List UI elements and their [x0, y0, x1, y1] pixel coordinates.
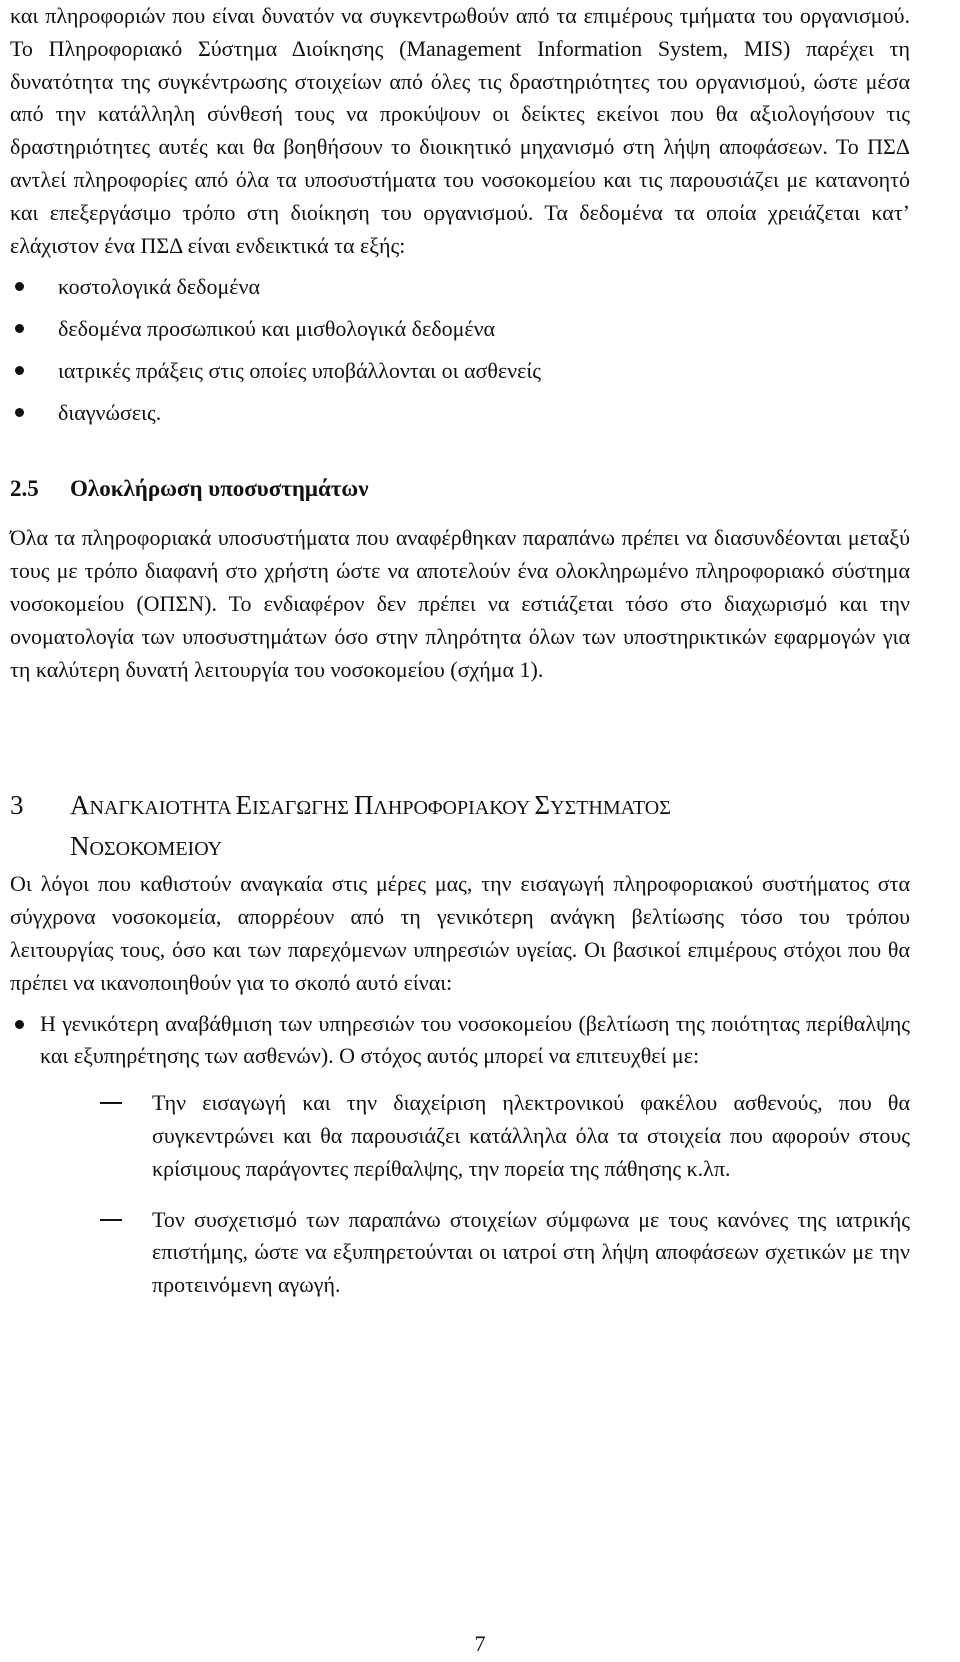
- list-item: [10, 1008, 910, 1302]
- chapter-title-line-2: ΝΟΣΟΚΟΜΕΙΟΥ: [70, 831, 223, 862]
- goal-text: Η γενικότερη αναβάθμιση των υπηρεσιών του νοσοκομείου (βελτίωση της ποιότητας περίθαλψης και εξυπηρέτησης των ασθενών). Ο στόχος αυτός μπορεί να επιτευχθεί με:: [40, 1010, 910, 1069]
- chapter-heading-3: [10, 786, 910, 868]
- data-bullet-list: [10, 266, 910, 434]
- list-item: Τον συσχετισμό των παραπάνω στοιχείων σύμφωνα με τους κανόνες της ιατρικής επιστήμης, ώστε να εξυπηρετούνται οι ιατροί στη λήψη αποφάσεων σχετικών με την προτεινόμενη αγωγή.: [40, 1204, 910, 1302]
- bullet-icon: [15, 1020, 24, 1029]
- page-number: 7: [474, 1631, 486, 1656]
- section-title: Ολοκλήρωση υποσυστημάτων: [70, 476, 369, 502]
- bullet-icon: [15, 324, 24, 333]
- list-item: διαγνώσεις.: [10, 392, 910, 434]
- list-item: ιατρικές πράξεις στις οποίες υποβάλλονται οι ασθενείς: [10, 350, 910, 392]
- bullet-icon: [15, 366, 24, 375]
- goals-list: [10, 1008, 910, 1302]
- dash-icon: [100, 1219, 122, 1221]
- section-2-5-paragraph: Όλα τα πληροφοριακά υποσυστήματα που αναφέρθηκαν παραπάνω πρέπει να διασυνδέονται μεταξύ τους με τρόπο διαφανή στο χρήστη ώστε να αποτελούν ένα ολοκληρωμένο πληροφοριακό σύστημα νοσοκομείου (ΟΠΣΝ). Το ενδιαφέρον δεν πρέπει να εστιάζεται τόσο στο διαχωρισμό και την ονοματολογία των υποσυστημάτων όσο στην πληρότητα όλων των υποστηρικτικών εφαρμογών για τη καλύτερη δυνατή λειτουργία του νοσοκομείου (σχήμα 1).: [10, 525, 910, 682]
- dash-icon: [100, 1102, 122, 1104]
- bullet-icon: [15, 282, 24, 291]
- list-item: δεδομένα προσωπικού και μισθολογικά δεδομένα: [10, 308, 910, 350]
- list-item: κοστολογικά δεδομένα: [10, 266, 910, 308]
- list-item: Την εισαγωγή και την διαχείριση ηλεκτρονικού φακέλου ασθενούς, που θα συγκεντρώνει και θα παρουσιάζει κατάλληλα όλα τα στοιχεία που αφορούν στους κρίσιμους παράγοντες περίθαλψης, την πορεία της πάθησης κ.λπ.: [40, 1087, 910, 1185]
- dash-list: [40, 1087, 910, 1302]
- chapter-3-paragraph: Οι λόγοι που καθιστούν αναγκαία στις μέρες μας, την εισαγωγή πληροφοριακού συστήματος στα σύγχρονα νοσοκομεία, απορρέουν από τη γενικότερη ανάγκη βελτίωσης τόσο του τρόπου λειτουργίας τους, όσο και των παρεχόμενων υπηρεσιών υγείας. Οι βασικοί επιμέρους στόχοι που θα πρέπει να ικανοποιηθούν για το σκοπό αυτό είναι:: [10, 871, 910, 995]
- chapter-number: 3: [10, 790, 24, 821]
- section-heading-2-5: [10, 474, 910, 504]
- bullet-icon: [15, 408, 24, 417]
- intro-paragraph: και πληροφοριών που είναι δυνατόν να συγκεντρωθούν από τα επιμέρους τμήματα του οργανισμού. Το Πληροφοριακό Σύστημα Διοίκησης (Management Information System, MIS) παρέχει τη δυνατότητα της συγκέντρωσης στοιχείων από όλες τις δραστηριότητες του οργανισμού, ώστε μέσα από την κατάλληλη σύνθεσή τους να προκύψουν οι δείκτες εκείνοι που θα αξιολογήσουν τις δραστηριότητες αυτές και θα βοηθήσουν το διοικητικό μηχανισμό στη λήψη αποφάσεων. Το ΠΣΔ αντλεί πληροφορίες από όλα τα υποσυστήματα του νοσοκομείου και τις παρουσιάζει με κατανοητό και επεξεργάσιμο τρόπο στη διοίκηση του οργανισμού. Τα δεδομένα τα οποία χρειάζεται κατ’ ελάχιστον ένα ΠΣΔ είναι ενδεικτικά τα εξής:: [10, 3, 910, 258]
- section-number: 2.5: [10, 476, 39, 502]
- chapter-title-line-1: 3 ΑΝΑΓΚΑΙΟΤΗΤΑ ΕΙΣΑΓΩΓΗΣ ΠΛΗΡΟΦΟΡΙΑΚΟΥ ΣΥΣΤΗΜΑΤΟΣ: [10, 786, 910, 827]
